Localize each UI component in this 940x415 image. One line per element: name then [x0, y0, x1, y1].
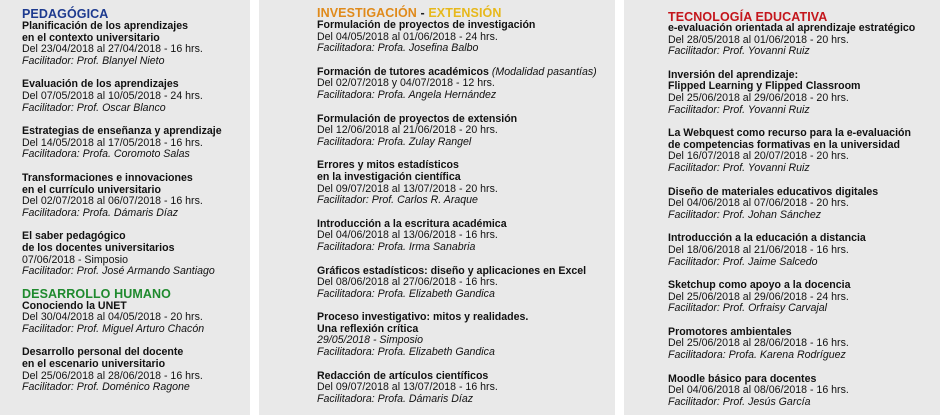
course-facilitator: Facilitador: Prof. Carlos R. Araque — [317, 194, 478, 207]
course-entry — [668, 70, 936, 116]
course-entry — [668, 280, 936, 315]
course-facilitator: Facilitadora: Profa. Irma Sanabria — [317, 240, 476, 253]
course-title: Introducción a la educación a distancia — [668, 232, 866, 245]
course-title: Moodle básico para docentes — [668, 372, 817, 385]
course-entry — [22, 126, 244, 161]
course-facilitator: Facilitador: Prof. Orfraisy Carvajal — [668, 302, 827, 315]
course-date: Del 12/06/2018 al 21/06/2018 - 20 hrs. — [317, 124, 498, 137]
course-date: Del 18/06/2018 al 21/06/2018 - 16 hrs. — [668, 243, 849, 256]
course-facilitator: Facilitador: Prof. Yovanni Ruiz — [668, 45, 810, 58]
course-facilitator: Facilitador: Prof. Jaime Salcedo — [668, 255, 818, 268]
course-title-line2: en el currículo universitario — [22, 183, 161, 196]
course-facilitator: Facilitadora: Profa. Zulay Rangel — [317, 135, 472, 148]
course-entry — [22, 347, 244, 393]
column-investigacion-extension — [259, 0, 615, 415]
course-entry — [317, 160, 609, 206]
course-title: Transformaciones e innovaciones — [22, 171, 193, 184]
course-date: 07/06/2018 - Simposio — [22, 253, 129, 266]
course-title-note: (Modalidad pasantías) — [488, 65, 597, 78]
course-entry — [668, 327, 936, 362]
course-entry — [668, 233, 936, 268]
course-entry — [668, 23, 936, 58]
course-facilitator: Facilitador: Prof. Oscar Blanco — [22, 101, 166, 114]
course-title: Gráficos estadísticos: diseño y aplicaciones en Excel — [317, 264, 587, 277]
course-entry — [317, 20, 609, 55]
course-date: Del 09/07/2018 al 13/07/2018 - 20 hrs. — [317, 182, 498, 195]
course-facilitator: Facilitadora: Profa. Elizabeth Gandica — [317, 287, 495, 300]
column-pedagogica-desarrollo — [0, 0, 250, 415]
course-facilitator: Facilitador: Prof. José Armando Santiago — [22, 265, 215, 278]
course-entry — [668, 128, 936, 174]
course-title-line2: Flipped Learning y Flipped Classroom — [668, 80, 861, 93]
course-date: Del 04/06/2018 al 07/06/2018 - 20 hrs. — [668, 197, 849, 210]
course-title: Inversión del aprendizaje: — [668, 68, 799, 81]
course-facilitator: Facilitador: Prof. Blanyel Nieto — [22, 54, 165, 67]
course-facilitator: Facilitador: Prof. Yovanni Ruiz — [668, 161, 810, 174]
course-title: Sketchup como apoyo a la docencia — [668, 279, 851, 292]
course-date: Del 08/06/2018 al 27/06/2018 - 16 hrs. — [317, 276, 498, 289]
course-date: Del 25/06/2018 al 29/06/2018 - 24 hrs. — [668, 290, 849, 303]
course-entry — [22, 173, 244, 219]
course-title: e-evaluación orientada al aprendizaje estratégico — [668, 22, 916, 34]
course-title: Errores y mitos estadísticos — [317, 159, 459, 172]
course-title: Redacción de artículos científicos — [317, 369, 489, 382]
course-date: Del 14/05/2018 al 17/05/2018 - 16 hrs. — [22, 136, 203, 149]
section-title-desarrollo-humano: DESARROLLO HUMANO — [22, 286, 171, 301]
course-facilitator: Facilitadora: Profa. Dámaris Díaz — [22, 206, 179, 219]
course-facilitator: Facilitadora: Profa. Karena Rodríguez — [668, 349, 846, 362]
course-title: Promotores ambientales — [668, 325, 792, 338]
course-entry — [317, 219, 609, 254]
course-title: Desarrollo personal del docente — [22, 346, 184, 359]
course-date: Del 04/06/2018 al 08/06/2018 - 16 hrs. — [668, 384, 849, 397]
section-title-pedagogica: PEDAGÓGICA — [22, 7, 109, 21]
course-title-line2: en el escenario universitario — [22, 358, 166, 371]
course-date: Del 09/07/2018 al 13/07/2018 - 16 hrs. — [317, 381, 498, 394]
course-facilitator: Facilitador: Prof. Miguel Arturo Chacón — [22, 322, 205, 335]
course-title-line2: de los docentes universitarios — [22, 241, 175, 254]
course-title: Diseño de materiales educativos digitales — [668, 185, 879, 198]
section-title-investigacion-extension — [317, 6, 609, 20]
course-facilitator: Facilitador: Prof. Johan Sánchez — [668, 208, 822, 221]
course-entry — [22, 301, 244, 336]
course-entry — [22, 231, 244, 277]
course-title: Formulación de proyectos de investigación — [317, 19, 536, 31]
course-title-text: Formación de tutores académicos — [317, 65, 489, 78]
course-entry — [317, 312, 609, 358]
course-date: Del 04/05/2018 al 01/06/2018 - 24 hrs. — [317, 30, 498, 43]
course-entry — [317, 67, 609, 102]
course-title: El saber pedagógico — [22, 230, 126, 243]
section-title-extension: EXTENSIÓN — [428, 6, 502, 20]
section-title-separator: - — [416, 6, 429, 20]
course-title: Introducción a la escritura académica — [317, 217, 507, 230]
course-facilitator: Facilitadora: Profa. Angela Hernández — [317, 88, 497, 101]
course-facilitator: Facilitadora: Profa. Dámaris Díaz — [317, 392, 474, 405]
course-date: Del 28/05/2018 al 01/06/2018 - 20 hrs. — [668, 33, 849, 46]
course-title-line2: Una reflexión crítica — [317, 322, 419, 335]
course-entry — [668, 187, 936, 222]
course-title: Conociendo la UNET — [22, 299, 127, 312]
course-date: Del 02/07/2018 al 06/07/2018 - 16 hrs. — [22, 195, 203, 208]
column-tecnologia-educativa — [624, 0, 940, 415]
course-title: Evaluación de los aprendizajes — [22, 78, 179, 91]
course-entry — [22, 21, 244, 67]
course-entry — [317, 114, 609, 149]
course-title: Planificación de los aprendizajes — [22, 20, 189, 32]
course-title-line2: en la investigación científica — [317, 170, 461, 183]
course-title-line2: de competencias formativas en la universidad — [668, 138, 900, 151]
course-entry — [317, 371, 609, 406]
course-facilitator: Facilitadora: Profa. Coromoto Salas — [22, 148, 190, 161]
course-date: Del 25/06/2018 al 29/06/2018 - 20 hrs. — [668, 91, 849, 104]
course-date: Del 07/05/2018 al 10/05/2018 - 24 hrs. — [22, 89, 203, 102]
course-entry — [22, 79, 244, 114]
course-facilitator: Facilitador: Prof. Doménico Ragone — [22, 381, 190, 394]
section-title-tecnologia-educativa: TECNOLOGÍA EDUCATIVA — [668, 10, 828, 24]
course-date: Del 02/07/2018 y 04/07/2018 - 12 hrs. — [317, 77, 495, 90]
course-title: Estrategias de enseñanza y aprendizaje — [22, 125, 222, 138]
course-title-line2: en el contexto universitario — [22, 31, 160, 44]
course-title: La Webquest como recurso para la e-evaluación — [668, 127, 911, 140]
course-date: Del 16/07/2018 al 20/07/2018 - 20 hrs. — [668, 150, 849, 163]
course-facilitator: Facilitador: Prof. Jesús García — [668, 395, 811, 408]
course-date: Del 25/06/2018 al 28/06/2018 - 16 hrs. — [668, 337, 849, 350]
course-date: Del 30/04/2018 al 04/05/2018 - 20 hrs. — [22, 311, 203, 324]
section-title-investigacion: INVESTIGACIÓN — [317, 6, 417, 20]
course-title: Proceso investigativo: mitos y realidades. — [317, 311, 529, 324]
course-facilitator: Facilitadora: Profa. Josefina Balbo — [317, 42, 479, 55]
course-entry — [317, 266, 609, 301]
course-date: Del 04/06/2018 al 13/06/2018 - 16 hrs. — [317, 229, 498, 242]
course-entry — [668, 374, 936, 409]
course-date: Del 23/04/2018 al 27/04/2018 - 16 hrs. — [22, 43, 203, 56]
course-date: Del 25/06/2018 al 28/06/2018 - 16 hrs. — [22, 369, 203, 382]
course-facilitator: Facilitador: Prof. Yovanni Ruiz — [668, 103, 810, 116]
course-title: Formulación de proyectos de extensión — [317, 112, 518, 125]
course-facilitator: Facilitadora: Profa. Elizabeth Gandica — [317, 346, 495, 359]
course-date: 29/05/2018 - Simposio — [317, 334, 424, 347]
